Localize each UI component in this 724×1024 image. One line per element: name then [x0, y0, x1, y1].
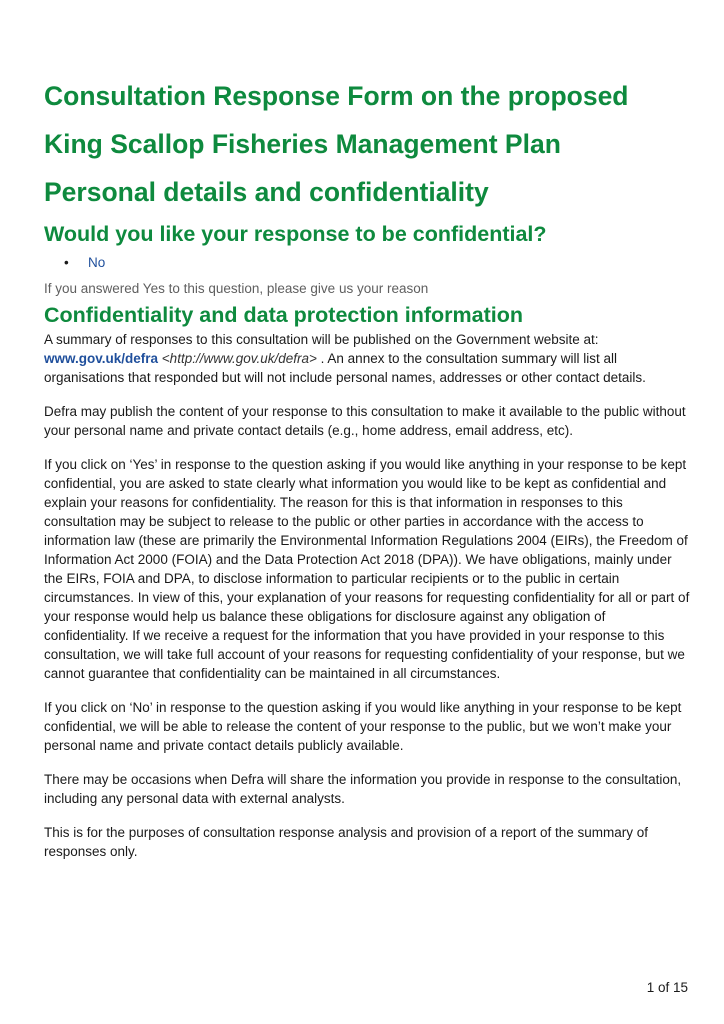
- answer-value: No: [88, 255, 106, 270]
- data-sharing-paragraph: There may be occasions when Defra will share the information you provide in response to the consultation, including any personal data with external analysts.: [44, 772, 682, 806]
- publish-content-paragraph: Defra may publish the content of your response to this consultation to make it available to the public without your personal name and private contact details (e.g., home address, email address, etc).: [44, 404, 686, 438]
- answer-list: [44, 252, 690, 274]
- form-title-line-3: Personal details and confidentiality: [44, 177, 489, 207]
- yes-explanation-paragraph: If you click on ‘Yes’ in response to the question asking if you would like anything in your response to be kept confidential, you are asked to state clearly what information you would like to be kept as confidential and explain your reasons for confidentiality. The reason for this is that information in responses to this consultation may be subject to release to the public or other parties in accordance with the access to information law (these are primarily the Environmental Information Regulations 2004 (EIRs), the Freedom of Information Act 2000 (FOIA) and the Data Protection Act 2018 (DPA)). We have obligations, mainly under the EIRs, FOIA and DPA, to disclose information to particular recipients or to the public in certain circumstances. In view of this, your explanation of your reasons for requesting confidentiality for all or part of your response would help us balance these obligations for disclosure against any obligation of confidentiality. If we receive a request for the information that you have provided in your response to this consultation, we will take full account of your reasons for requesting confidentiality of your response, but we cannot guarantee that confidentiality can be maintained in all circumstances.: [44, 457, 690, 681]
- publication-text-intro: A summary of responses to this consultation will be published on the Government website at:: [44, 332, 599, 347]
- reason-hint-text: If you answered Yes to this question, please give us your reason: [44, 281, 429, 296]
- form-title-line-2: King Scallop Fisheries Management Plan: [44, 129, 561, 159]
- defra-website-link[interactable]: www.gov.uk/defra: [44, 351, 159, 366]
- no-explanation-paragraph: If you click on ‘No’ in response to the question asking if you would like anything in your response to be kept confidential, we will be able to release the content of your response to the public, but we won’t make your personal name and private contact details publicly available.: [44, 700, 682, 753]
- publication-paragraph: [44, 330, 690, 387]
- page-number: 1 of 15: [646, 980, 688, 995]
- confidentiality-section-heading: Confidentiality and data protection information: [44, 303, 523, 327]
- form-title-line-1: Consultation Response Form on the proposed: [44, 81, 629, 111]
- confidential-question-heading: Would you like your response to be confidential?: [44, 222, 547, 246]
- document-page: [44, 72, 690, 861]
- bullet-glyph: •: [64, 255, 69, 270]
- defra-website-url: <http://www.gov.uk/defra>: [161, 351, 317, 366]
- publication-text-rest: . An annex to the consultation summary will list all organisations that responded but will not include personal names, addresses or other contact details.: [44, 351, 646, 385]
- answer-list-item: [64, 252, 690, 274]
- analysis-purpose-paragraph: This is for the purposes of consultation response analysis and provision of a report of the summary of responses only.: [44, 825, 649, 859]
